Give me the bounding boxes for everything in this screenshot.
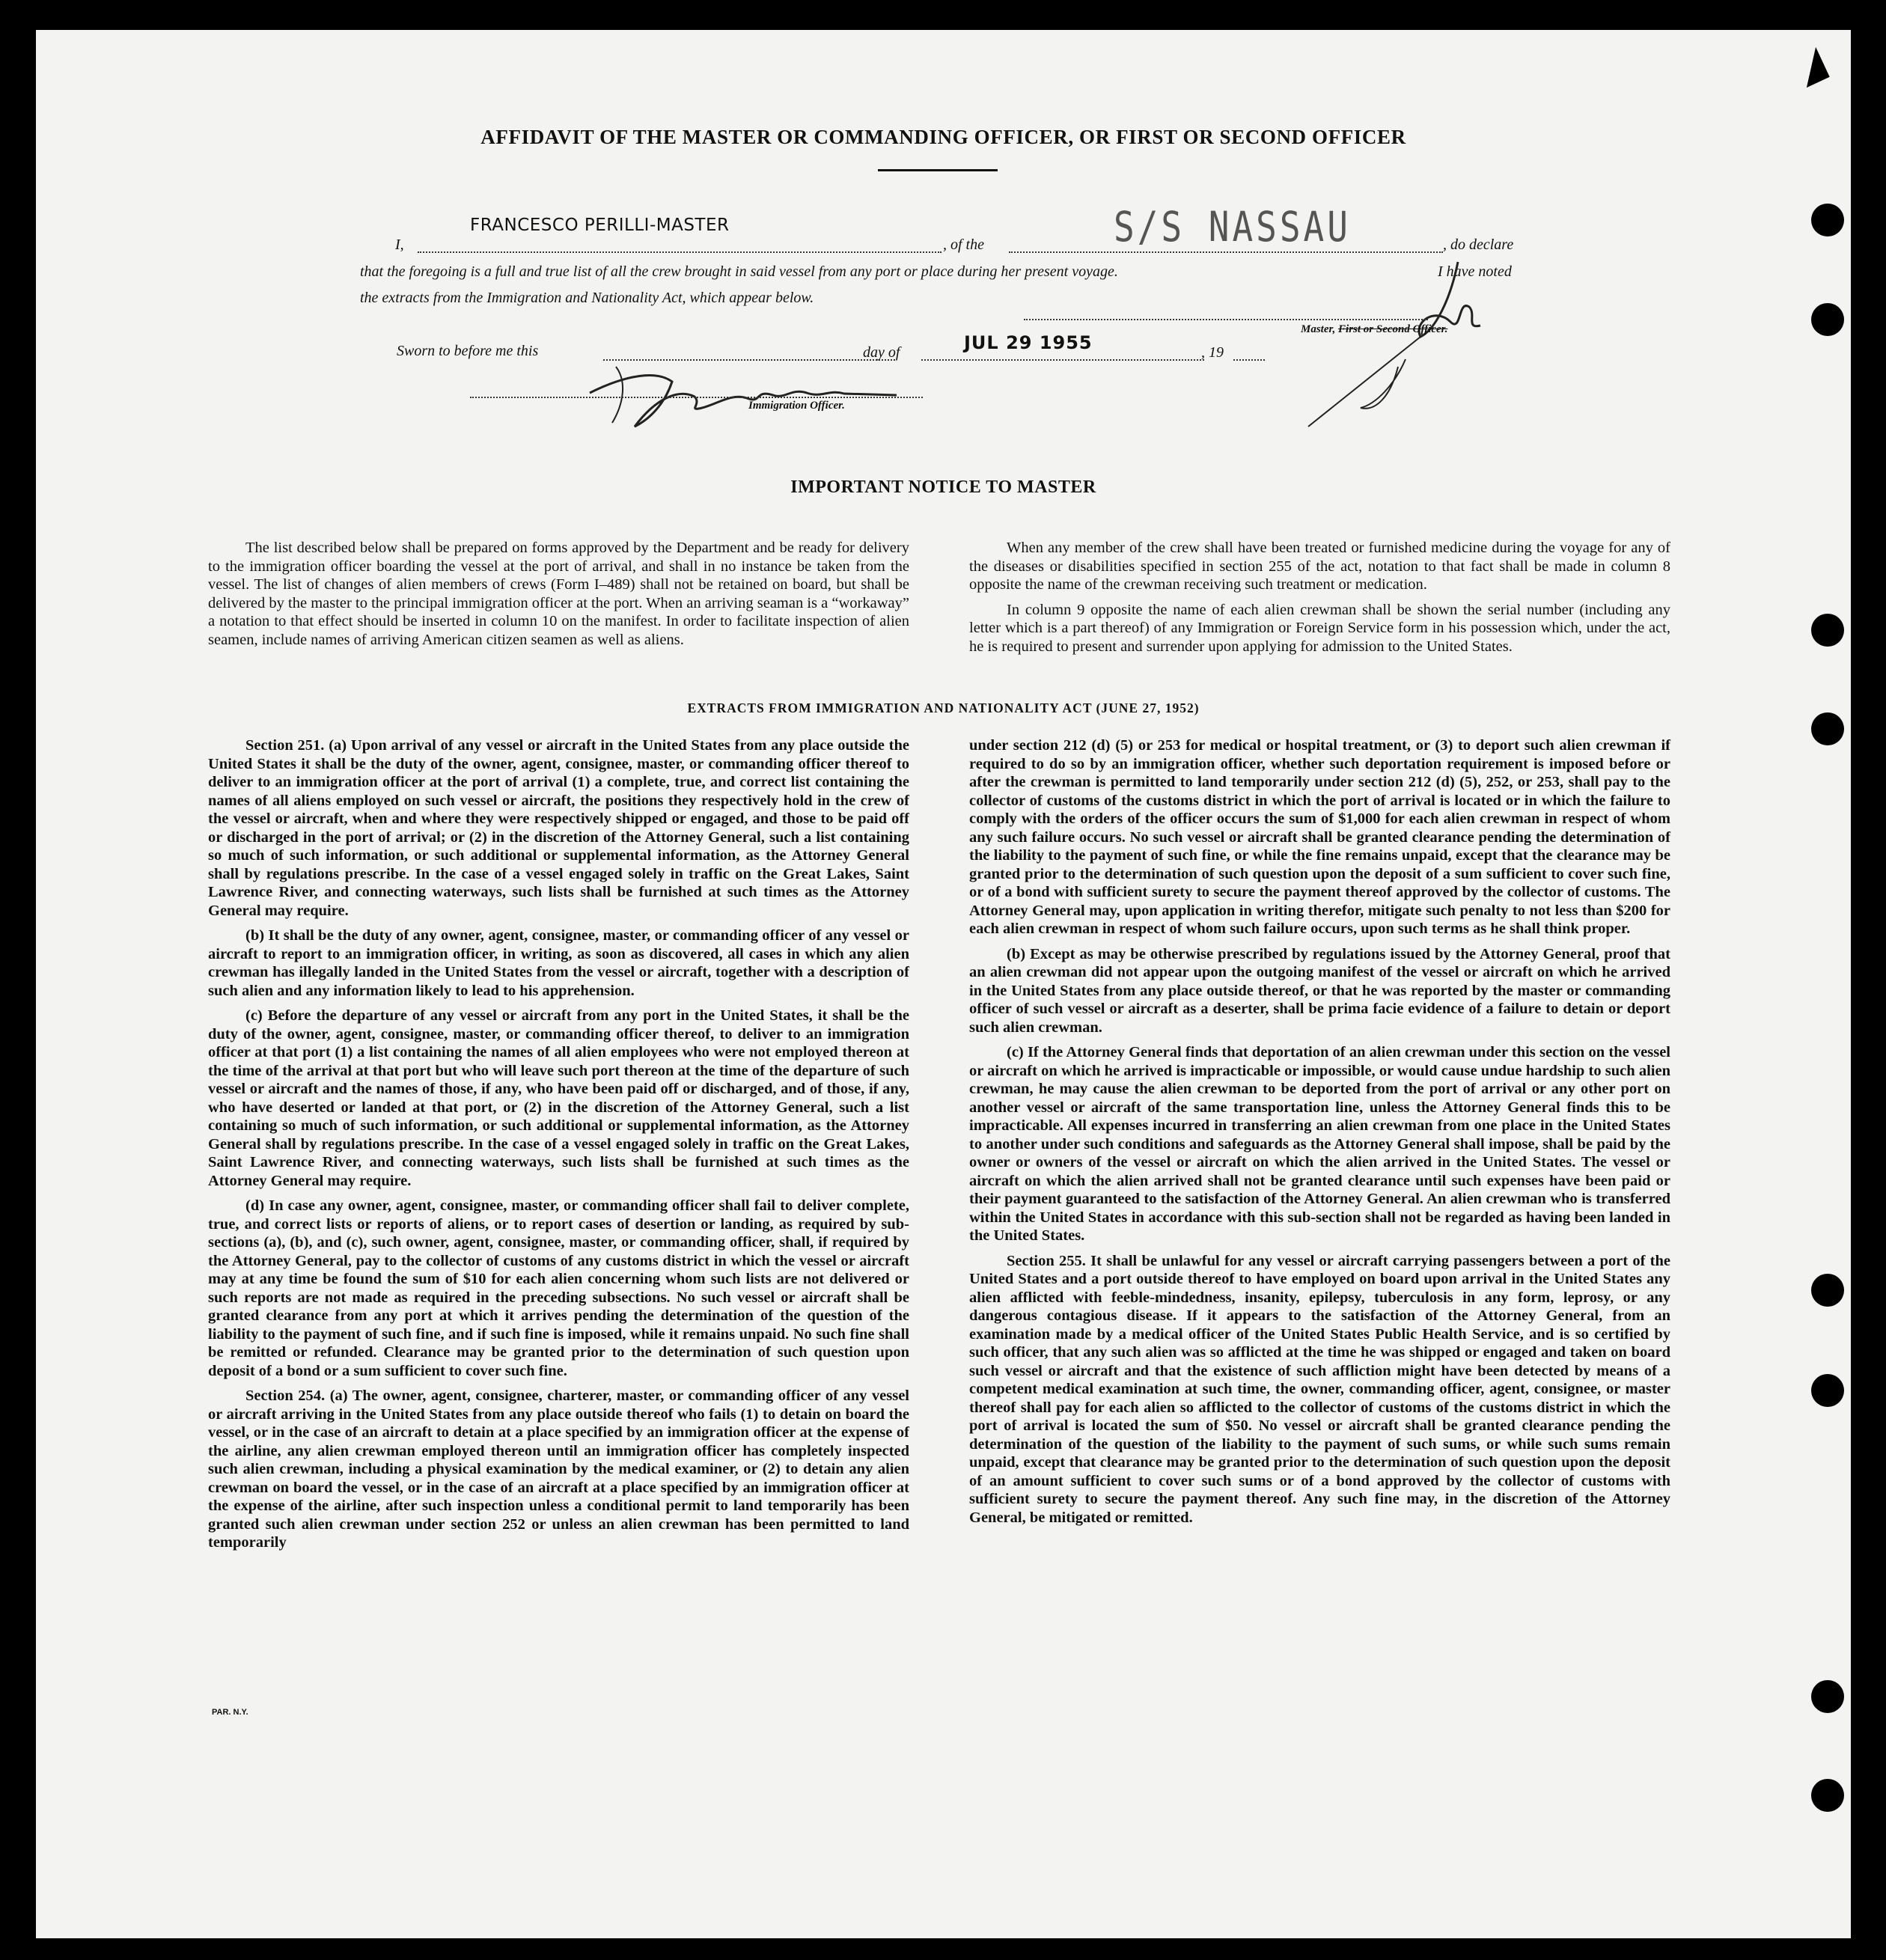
extracts-title: EXTRACTS FROM IMMIGRATION AND NATIONALITY ACT (JUNE 27, 1952) xyxy=(687,700,1200,715)
declaration-line-2: that the foregoing is a full and true list of all the crew brought in said vessel from any port or place during her present voyage. xyxy=(360,263,1118,280)
year-label: , 19 xyxy=(1201,344,1224,361)
of-the-label: , of the xyxy=(943,236,984,253)
document-page xyxy=(36,30,1851,1938)
punch-hole xyxy=(1811,712,1844,745)
punch-hole xyxy=(1811,303,1844,336)
master-caption: Master, First or Second Officer. xyxy=(1301,323,1448,335)
immigration-officer-caption: Immigration Officer. xyxy=(748,400,845,412)
punch-hole xyxy=(1811,204,1844,236)
section-251-d: (d) In case any owner, agent, consignee, master, or commanding officer shall fail to deliver complete, true, and correct lists or reports of aliens, or to report cases of desertion or landing, as required by sub-sections (a), (b), and (c), such owner, agent, consignee, master, or commanding officer, shall, if required by the Attorney General, pay to the collector of customs of any customs district in which the vessel or aircraft may at any time be found the sum of $10 for each alien concerning whom such lists are not delivered or such reports are not made as required in the preceding subsections. No such vessel or aircraft shall be granted clearance from any port at which it arrives pending the determination of the question of the liability to the payment of such fine, and if such fine is imposed, while it remains unpaid. No such fine shall be remitted or refunded. Clearance may be granted prior to the determination of such question upon deposit of a bond or a sum sufficient to cover such fine. xyxy=(208,1197,909,1379)
notice-title: IMPORTANT NOTICE TO MASTER xyxy=(790,477,1096,497)
name-fill-line xyxy=(418,251,942,253)
section-251-b: (b) It shall be the duty of any owner, agent, consignee, master, or commanding officer of any vessel or aircraft to report to an immigration officer, in writing, as soon as discovered, all cases in which any alien crewman has illegally landed in the United States from the vessel or aircraft, together with a description of such alien and any information likely to lead to his apprehension. xyxy=(208,927,909,999)
notice-right-column xyxy=(969,539,1670,662)
notice-left-paragraph: The list described below shall be prepared on forms approved by the Department and be ready for delivery to the immigration officer boarding the vessel at the port of arrival, and shall in no instance be taken from the vessel. The list of changes of alien members of crews (Form I–489) shall not be retained on board, but shall be delivered by the master to the principal immigration officer at the port. When an arriving seaman is a “workaway” a notation to that effect should be inserted in column 10 on the manifest. In order to facilitate inspection of alien seamen, include names of arriving American citizen seamen as well as aliens. xyxy=(208,540,909,648)
punch-hole xyxy=(1811,1374,1844,1407)
section-255: Section 255. It shall be unlawful for any vessel or aircraft carrying passengers between a port of the United States and a port outside thereof to have employed on board upon arrival in the United States any alien afflicted with feeble-mindedness, insanity, epilepsy, tuberculosis in any form, leprosy, or any dangerous contagious disease. If it appears to the satisfaction of the Attorney General, from an examination made by a medical officer of the United States Public Health Service, and is so certified by such officer, that any such alien was so afflicted at the time he was shipped or engaged and taken on board such vessel or aircraft and that the existence of such affliction might have been detected by means of a competent medical examination at such time, the owner, commanding officer, agent, consignee, or master thereof shall pay for each alien so afflicted to the collector of customs of the customs district in which the port of arrival is located the sum of $50. No vessel or aircraft shall be granted clearance pending the determination of the question of the liability to the payment of such sums, or while such sums remain unpaid, except that clearance may be granted prior to the determination of such question upon the deposit of an amount sufficient to cover such sums or of a bond approved by the collector of customs with sufficient surety to secure the payment thereof. Any such fine may, in the discretion of the Attorney General, be mitigated or remitted. xyxy=(969,1252,1670,1526)
declaration-line-3: the extracts from the Immigration and Nationality Act, which appear below. xyxy=(360,290,814,306)
punch-hole xyxy=(1811,1274,1844,1307)
immigration-officer-signature xyxy=(582,352,912,434)
title-divider xyxy=(878,169,998,171)
master-signature-line xyxy=(1024,319,1428,320)
do-declare-label: , do declare xyxy=(1443,236,1514,253)
extracts-right-column xyxy=(969,736,1670,1533)
master-signature xyxy=(1263,254,1533,434)
vessel-name-stamp: S/S NASSAU xyxy=(1114,202,1351,251)
extracts-left-column xyxy=(208,736,909,1559)
punch-hole xyxy=(1811,1680,1844,1713)
punch-hole xyxy=(1811,1779,1844,1812)
printer-mark: PAR. N.Y. xyxy=(212,1708,248,1717)
punch-hole xyxy=(1811,614,1844,647)
noted-label: I have noted xyxy=(1438,263,1512,280)
section-251-c: (c) Before the departure of any vessel or aircraft from any port in the United States, it shall be the duty of the owner, agent, consignee, master, or commanding officer thereof, to deliver to an immigration officer at that port (1) a list containing the names of all alien employees who were not employed thereon at the time of the arrival at that port but who will leave such port thereon at the time of the departure of such vessel or aircraft and the names of those, if any, who have been paid off or discharged, and of those, if any, who have deserted or landed at that port, or (2) in the discretion of the Attorney General, such a list containing so much of such information, or such additional or supplemental information, as the Attorney General shall by regulations prescribe. In the case of a vessel engaged solely in traffic on the Great Lakes, Saint Lawrence River, and connecting waterways, such lists shall be furnished at such times as the Attorney General may require. xyxy=(208,1007,909,1189)
vessel-fill-line xyxy=(1009,251,1443,253)
notice-left-column xyxy=(208,539,909,656)
date-fill-line xyxy=(921,359,1204,361)
section-254-a: Section 254. (a) The owner, agent, consignee, charterer, master, or commanding officer of any vessel or aircraft arriving in the United States from any place outside thereof who fails (1) to detain on board the vessel, or in the case of an aircraft to detain at a place specified by an immigration officer at the expense of the airline, any alien crewman employed thereon until an immigration officer has completely inspected such alien crewman, including a physical examination by the medical examiner, or (2) to detain any alien crewman on board the vessel, or in the case of an aircraft at a place specified by an immigration officer at the expense of the airline, after such inspection unless a conditional permit to land temporarily has been granted such alien crewman under section 252 or unless an alien crewman has been permitted to land temporarily xyxy=(208,1387,909,1551)
affidavit-title: AFFIDAVIT OF THE MASTER OR COMMANDING OFFICER, OR FIRST OR SECOND OFFICER xyxy=(480,126,1406,148)
year-fill-line xyxy=(1233,359,1265,361)
declaration-prefix: I, xyxy=(395,236,404,253)
sworn-label: Sworn to before me this xyxy=(397,343,539,359)
immigration-officer-line xyxy=(470,397,923,398)
day-of-label: day of xyxy=(863,344,900,361)
section-254-a-continued: under section 212 (d) (5) or 253 for medical or hospital treatment, or (3) to deport such alien crewman if required to do so by an immigration officer, whether such deportation requirement is imposed before or after the crewman is permitted to land temporarily under section 212 (d) (5), 252, or 253, shall pay to the collector of customs of the customs district in which the port of arrival is located or in which the failure to comply with the orders of the officer occurs the sum of $1,000 for each alien crewman in respect of whom any such failure occurs. No such vessel or aircraft shall be granted clearance pending the determination of the liability to the payment of such fine, or while the fine remains unpaid, except that the clearance may be granted prior to the determination of such question upon the deposit of a sum sufficient to cover such fine, or of a bond with sufficient surety to secure the payment thereof approved by the collector of customs. The Attorney General may, upon application in writing therefor, mitigate such penalty to not less than $200 for each alien crewman in respect of whom such failure occurs, upon such terms as he shall think proper. xyxy=(969,737,1670,937)
corner-mark xyxy=(1792,47,1829,88)
date-stamp: JUL 29 1955 xyxy=(964,332,1093,353)
notice-right-paragraph-2: In column 9 opposite the name of each alien crewman shall be shown the serial number (including any letter which is a part thereof) of any Immigration or Foreign Service form in his possession which, under the act, he is required to present and surrender upon applying for admission to the United States. xyxy=(969,601,1670,655)
section-254-b: (b) Except as may be otherwise prescribed by regulations issued by the Attorney General, proof that an alien crewman did not appear upon the outgoing manifest of the vessel or aircraft on which he arrived in the United States from any place outside thereof, or that he was reported by the master or commanding officer of such vessel or aircraft as a deserter, shall be prima facie evidence of a failure to detain or deport such alien crewman. xyxy=(969,945,1670,1036)
section-251-a: Section 251. (a) Upon arrival of any vessel or aircraft in the United States from any place outside the United States it shall be the duty of the owner, agent, consignee, master, or commanding officer thereof to deliver to an immigration officer at the port of arrival (1) a complete, true, and correct list containing the names of all aliens employed on such vessel or aircraft, the positions they respectively hold in the crew of the vessel or aircraft, when and where they were respectively shipped or engaged, and those to be paid off or discharged in the port of arrival; or (2) in the discretion of the Attorney General, such a list containing so much of such information, or such additional or supplemental information, as the Attorney General shall by regulations prescribe. In the case of a vessel engaged solely in traffic on the Great Lakes, Saint Lawrence River, and connecting waterways, such lists shall be furnished at such times as the Attorney General may require. xyxy=(208,737,909,919)
master-name: FRANCESCO PERILLI-MASTER xyxy=(470,216,730,235)
section-254-c: (c) If the Attorney General finds that deportation of an alien crewman under this section on the vessel or aircraft on which he arrived is impracticable or impossible, or would cause undue hardship to such alien crewman, he may cause the alien crewman to be deported from the port of arrival or any other port on another vessel or aircraft of the same transportation line, unless the Attorney General finds this to be impracticable. All expenses incurred in transferring an alien crewman from one place in the United States to another under such conditions and safeguards as the Attorney General shall impose, shall be paid by the owner or owners of the vessel or aircraft on which the alien arrived in the United States. The vessel or aircraft on which the alien arrived shall not be granted clearance until such expenses have been paid or their payment guaranteed to the satisfaction of the Attorney General. An alien crewman who is transferred within the United States in accordance with this sub-section shall not be regarded as having been landed in the United States. xyxy=(969,1044,1670,1244)
notice-right-paragraph-1: When any member of the crew shall have been treated or furnished medicine during the voyage for any of the diseases or disabilities specified in section 255 of the act, notation to that fact shall be made in column 8 opposite the name of the crewman receiving such treatment or medication. xyxy=(969,540,1670,593)
